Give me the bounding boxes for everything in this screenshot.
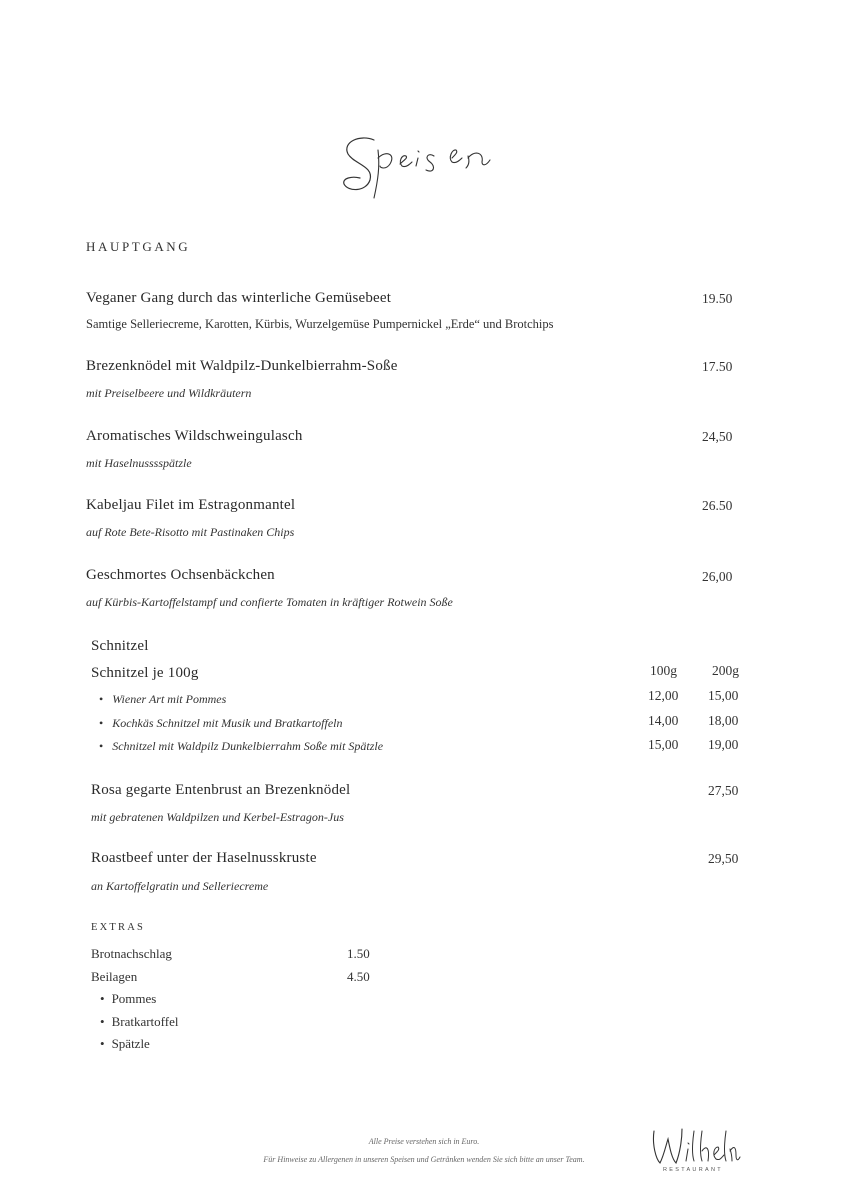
schnitzel-price-100g: 15,00 (648, 737, 679, 752)
dish-price: 26.50 (702, 498, 733, 513)
dish-price: 17.50 (702, 359, 733, 374)
column-header-100g: 100g (650, 663, 677, 678)
dish-name: Kabeljau Filet im Estragonmantel (86, 497, 296, 513)
logo-subtitle: RESTAURANT (663, 1167, 723, 1173)
dish-name: Roastbeef unter der Haselnusskruste (91, 850, 317, 866)
schnitzel-item: • Schnitzel mit Waldpilz Dunkelbierrahm Soße mit Spätzle (99, 739, 383, 754)
speisen-script-title (330, 120, 520, 210)
schnitzel-price-100g: 12,00 (648, 688, 679, 703)
schnitzel-item: • Wiener Art mit Pommes (99, 692, 226, 707)
dish-name: Geschmortes Ochsenbäckchen (86, 567, 275, 583)
dish-name: Aromatisches Wildschweingulasch (86, 428, 303, 444)
schnitzel-price-200g: 18,00 (708, 713, 739, 728)
dish-name: Brezenknödel mit Waldpilz-Dunkelbierrahm-Soße (86, 358, 398, 374)
dish-description: an Kartoffelgratin und Selleriecreme (91, 879, 269, 893)
extra-item-price: 1.50 (347, 946, 370, 961)
extras-heading: EXTRAS (91, 922, 146, 933)
schnitzel-price-200g: 15,00 (708, 688, 739, 703)
side-item: • Spätzle (100, 1036, 150, 1052)
dish-price: 27,50 (708, 783, 739, 798)
dish-price: 19.50 (702, 291, 733, 306)
footer-price-note: Alle Preise verstehen sich in Euro. (368, 1137, 480, 1146)
dish-description: auf Kürbis-Kartoffelstampf und confierte Tomaten in kräftiger Rotwein Soße (86, 595, 453, 609)
side-item: • Bratkartoffel (100, 1014, 178, 1030)
dish-name: Rosa gegarte Entenbrust an Brezenknödel (91, 782, 351, 798)
dish-price: 24,50 (702, 429, 733, 444)
extra-item-name: Beilagen (91, 969, 138, 984)
dish-price: 29,50 (708, 851, 739, 866)
schnitzel-item: • Kochkäs Schnitzel mit Musik und Bratkartoffeln (99, 716, 343, 731)
dish-description: mit gebratenen Waldpilzen und Kerbel-Estragon-Jus (91, 810, 344, 824)
section-title-hauptgang: HAUPTGANG (86, 239, 191, 254)
schnitzel-price-100g: 14,00 (648, 713, 679, 728)
schnitzel-price-200g: 19,00 (708, 737, 739, 752)
column-header-200g: 200g (712, 663, 739, 678)
extra-item-price: 4.50 (347, 969, 370, 984)
wilhelm-logo (648, 1125, 744, 1185)
schnitzel-subheading: Schnitzel je 100g (91, 665, 199, 681)
dish-description: Samtige Selleriecreme, Karotten, Kürbis, Wurzelgemüse Pumpernickel „Erde“ und Brotchips (86, 317, 554, 331)
side-item: • Pommes (100, 991, 156, 1007)
schnitzel-heading: Schnitzel (91, 638, 149, 654)
extra-item-name: Brotnachschlag (91, 946, 172, 961)
dish-name: Veganer Gang durch das winterliche Gemüsebeet (86, 290, 392, 306)
dish-description: auf Rote Bete-Risotto mit Pastinaken Chips (86, 525, 295, 539)
dish-price: 26,00 (702, 569, 733, 584)
footer-allergen-note: Für Hinweise zu Allergenen in unseren Speisen und Getränken wenden Sie sich bitte an unser Team. (263, 1155, 585, 1164)
dish-description: mit Preiselbeere und Wildkräutern (86, 386, 252, 400)
dish-description: mit Haselnusssspätzle (86, 456, 192, 470)
